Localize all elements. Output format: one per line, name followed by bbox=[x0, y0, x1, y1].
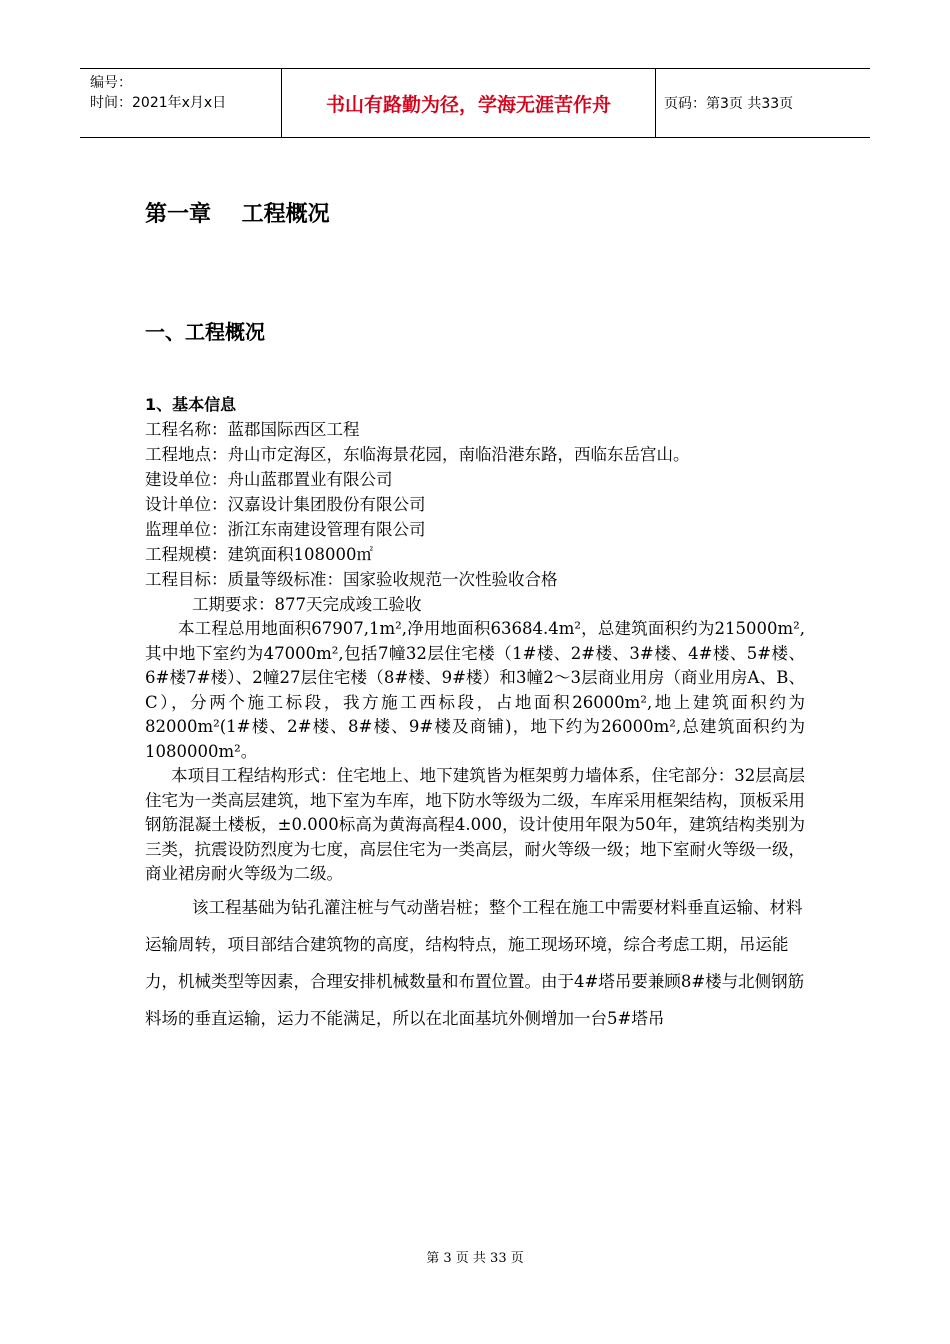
info-line-owner: 建设单位：舟山蓝郡置业有限公司 bbox=[145, 470, 393, 489]
header-meta bbox=[80, 69, 282, 137]
document-date: 时间：2021年x月x日 bbox=[90, 95, 227, 111]
document-number-label: 编号： bbox=[90, 75, 132, 91]
chapter-title: 第一章 工程概况 bbox=[145, 202, 330, 227]
paragraph-structure: 本项目工程结构形式：住宅地上、地下建筑皆为框架剪力墙体系，住宅部分：32层高层住宅为一类高层建筑，地下室为车库，地下防水等级为二级，车库采用框架结构，顶板采用钢筋混凝土楼板，±0.000标高为黄海高程4.000，设计使用年限为50年，建筑结构类别为三类，抗震设防烈度为七度，高层住宅为一类高层，耐火等级一级；地下室耐火等级一级，商业裙房耐火等级为二级。 bbox=[145, 766, 805, 883]
paragraph-area-overview: 本工程总用地面积67907,1m²,净用地面积63684.4m²，总建筑面积约为215000m²,其中地下室约为47000m²,包括7幢32层住宅楼（1#楼、2#楼、3#楼、4#楼、5#楼、6#楼7#楼）、2幢27层住宅楼（8#楼、9#楼）和3幢2～3层商业用房（商业用房A、B、C），分两个施工标段，我方施工西标段，占地面积26000m²,地上建筑面积约为82000m²(1#楼、2#楼、8#楼、9#楼及商铺)，地下约为26000m²,总建筑面积约为1080000m²。 bbox=[145, 619, 805, 761]
header-page-info: 页码：第3页 共33页 bbox=[664, 96, 794, 112]
info-line-schedule: 工期要求：877天完成竣工验收 bbox=[192, 595, 422, 614]
info-line-supervisor: 监理单位：浙江东南建设管理有限公司 bbox=[145, 520, 426, 539]
document-body bbox=[145, 393, 805, 1037]
subsection-title: 1、基本信息 bbox=[145, 395, 237, 414]
info-line-target: 工程目标：质量等级标准：国家验收规范一次性验收合格 bbox=[145, 570, 558, 589]
info-line-project-name: 工程名称：蓝郡国际西区工程 bbox=[145, 420, 360, 439]
page-header bbox=[80, 68, 870, 138]
info-line-designer: 设计单位：汉嘉设计集团股份有限公司 bbox=[145, 495, 426, 514]
page-footer: 第 3 页 共 33 页 bbox=[426, 1251, 524, 1266]
info-line-location: 工程地点：舟山市定海区，东临海景花园，南临沿港东路，西临东岳宫山。 bbox=[145, 445, 690, 464]
section-title: 一、工程概况 bbox=[145, 320, 265, 344]
paragraph-foundation: 该工程基础为钻孔灌注桩与气动凿岩桩；整个工程在施工中需要材料垂直运输、材料运输周转，项目部结合建筑物的高度，结构特点，施工现场环境，综合考虑工期，吊运能力，机械类型等因素，合理安排机械数量和布置位置。由于4#塔吊要兼顾8#楼与北侧钢筋料场的垂直运输，运力不能满足，所以在北面基坑外侧增加一台5#塔吊 bbox=[145, 897, 805, 1028]
header-motto: 书山有路勤为径，学海无涯苦作舟 bbox=[282, 69, 656, 137]
info-line-scale: 工程规模：建筑面积108000㎡ bbox=[145, 545, 373, 564]
